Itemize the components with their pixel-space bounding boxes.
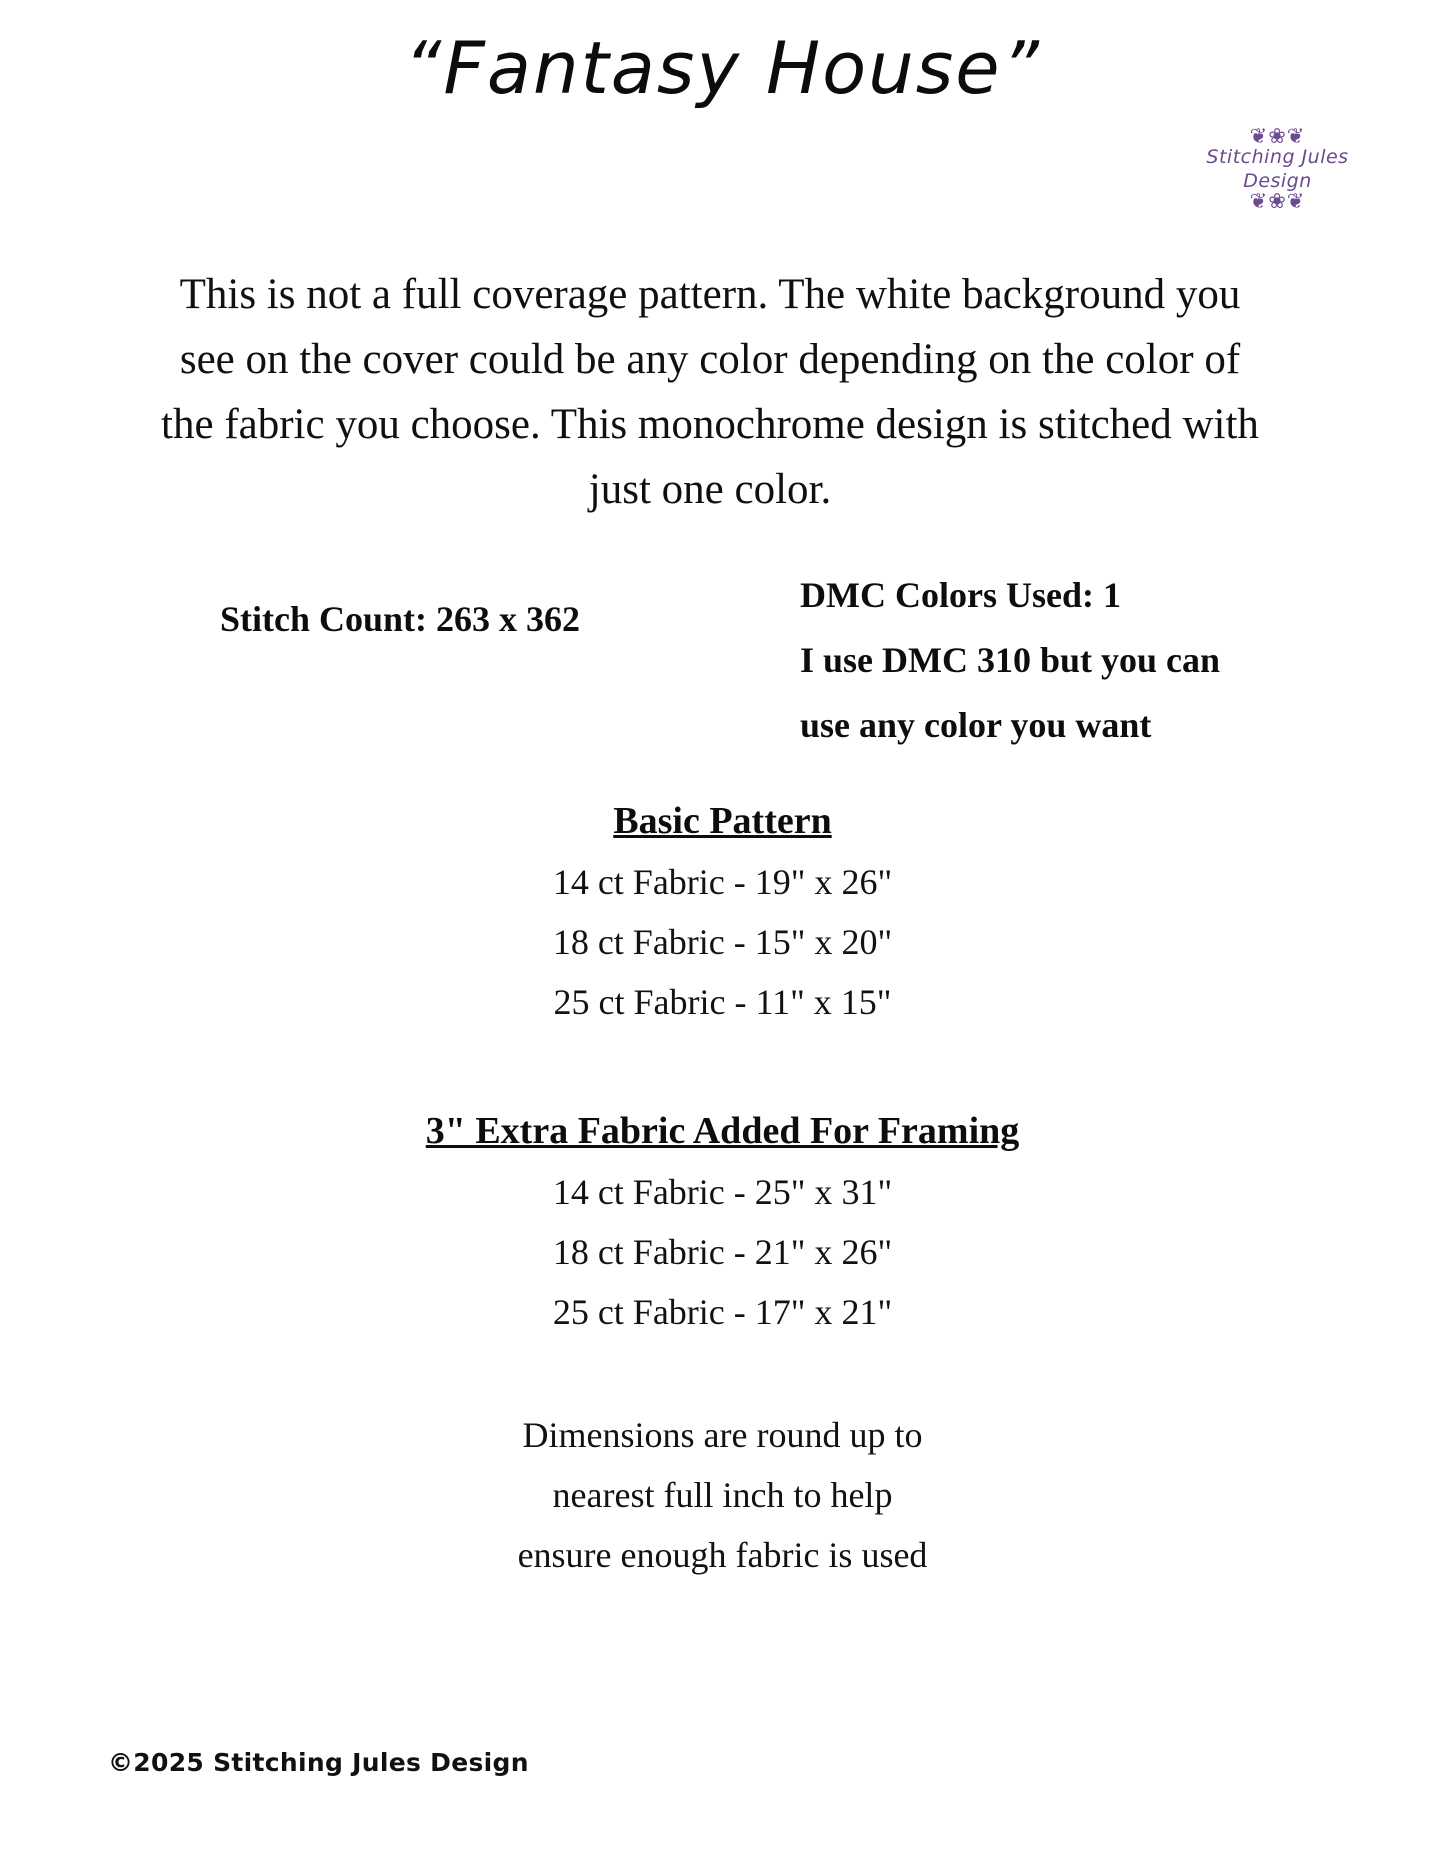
dimensions-note-line-2: nearest full inch to help (552, 1475, 893, 1515)
dmc-note-line-1: I use DMC 310 but you can (800, 640, 1221, 680)
basic-pattern-section (0, 790, 1445, 1032)
dimensions-note-line-1: Dimensions are round up to (522, 1415, 923, 1455)
basic-pattern-heading: Basic Pattern (613, 800, 832, 842)
basic-pattern-line: 14 ct Fabric - 19" x 26" (552, 862, 893, 902)
stitch-count-text: Stitch Count: 263 x 362 (219, 599, 581, 639)
brand-logo-text: Stitching Jules Design (1206, 146, 1349, 192)
dmc-colors-block (800, 563, 1360, 758)
basic-pattern-line: 25 ct Fabric - 11" x 15" (553, 982, 892, 1022)
intro-paragraph: This is not a full coverage pattern. The white background you see on the cover could be any color depending on the color of the fabric you choose. This monochrome design is stitched with just one color. (161, 271, 1259, 513)
dimensions-note (0, 1405, 1445, 1585)
framing-fabric-section (0, 1100, 1445, 1342)
flourish-bottom-icon: ❦❀❦ (1249, 189, 1306, 213)
framing-fabric-line: 25 ct Fabric - 17" x 21" (552, 1292, 893, 1332)
flourish-top-icon: ❦❀❦ (1249, 124, 1306, 148)
framing-fabric-line: 18 ct Fabric - 21" x 26" (552, 1232, 893, 1272)
copyright-footer: ©2025 Stitching Jules Design (108, 1748, 529, 1777)
brand-logo (1175, 124, 1380, 213)
basic-pattern-line: 18 ct Fabric - 15" x 20" (552, 922, 893, 962)
dmc-colors-used: DMC Colors Used: 1 (800, 575, 1121, 615)
framing-fabric-line: 14 ct Fabric - 25" x 31" (552, 1172, 893, 1212)
dmc-note-line-2: use any color you want (800, 705, 1152, 745)
page-title: “Fantasy House” (404, 26, 1041, 110)
dimensions-note-line-3: ensure enough fabric is used (517, 1535, 928, 1575)
framing-fabric-heading: 3" Extra Fabric Added For Framing (425, 1110, 1020, 1152)
